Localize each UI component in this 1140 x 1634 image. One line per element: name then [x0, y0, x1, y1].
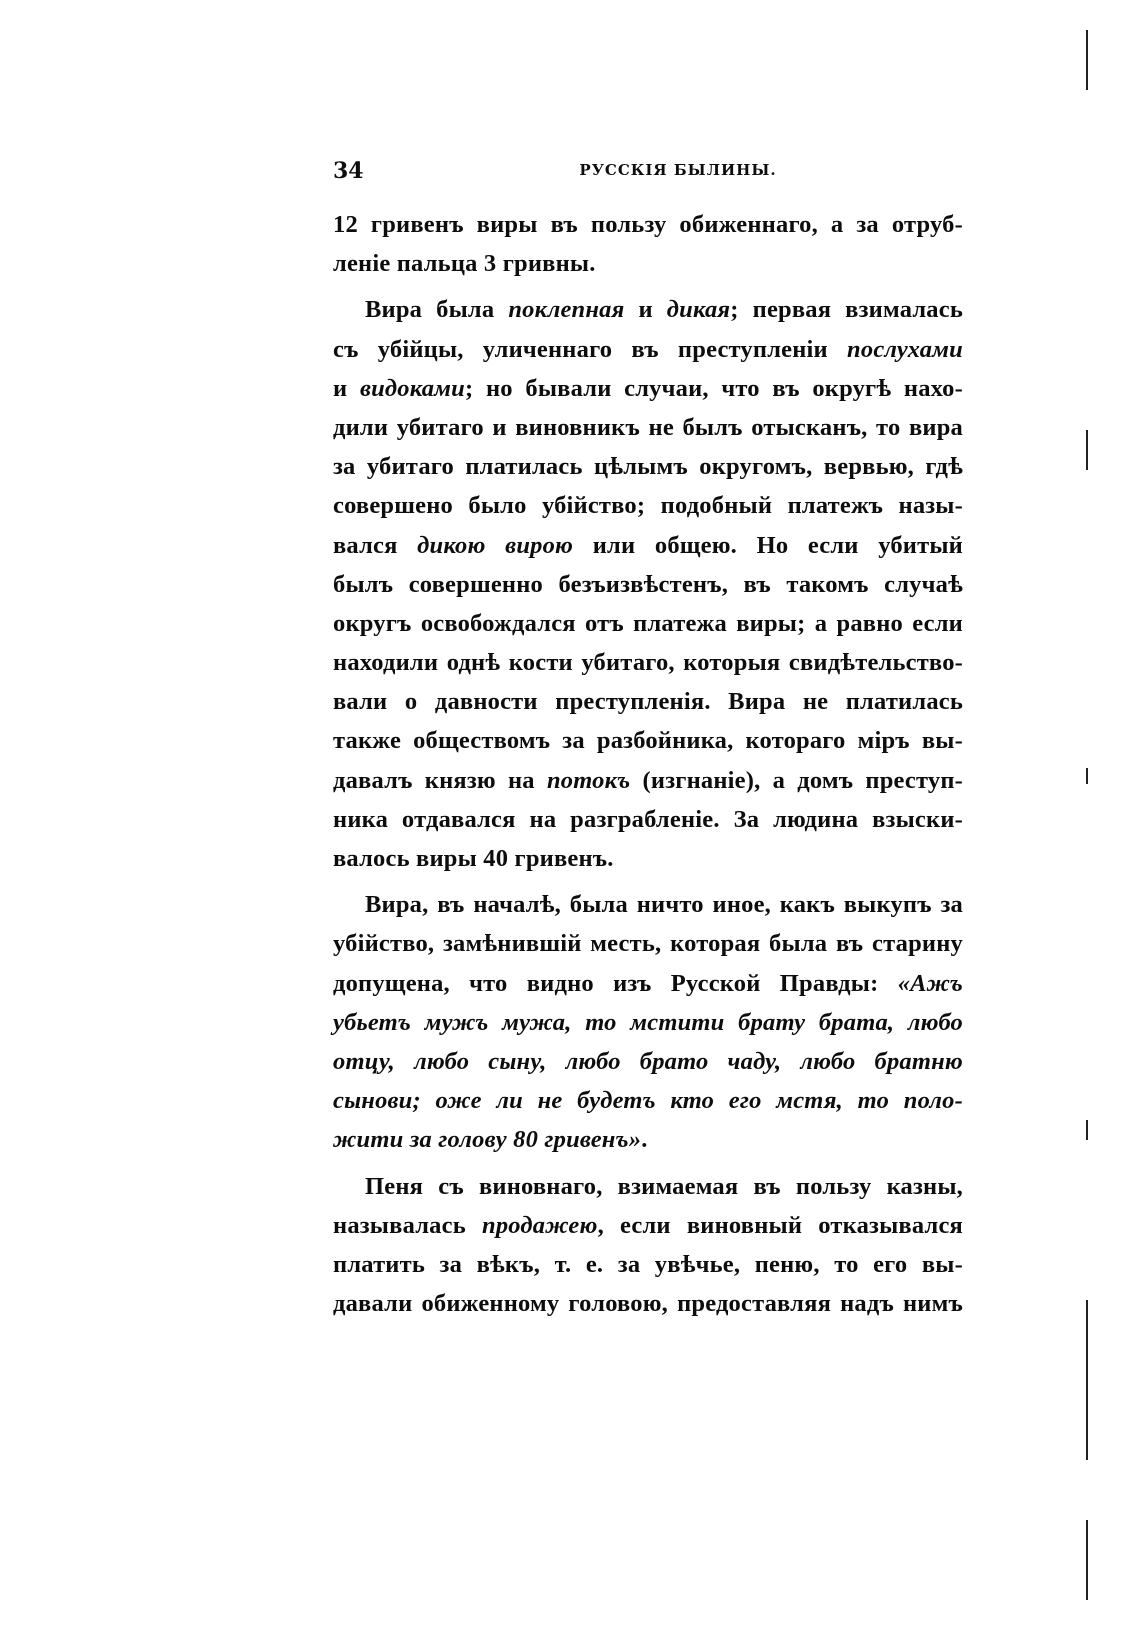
text-line: [333, 1167, 963, 1206]
text-run: или общею. Но если убитый: [573, 531, 963, 559]
paragraph-gap: [333, 1160, 963, 1167]
text-run: давали обиженному головою, предоставляя надъ нимъ: [333, 1290, 963, 1318]
italic-term: послухами: [847, 335, 963, 363]
text-line: [333, 839, 963, 878]
page-header: [333, 158, 963, 188]
text-run: ; но бывали случаи, что въ округѣ нахо-: [465, 374, 963, 402]
italic-term: убьетъ мужъ мужа, то мстити брату брата, любо: [333, 1008, 963, 1036]
text-run: Вира была: [365, 296, 509, 324]
text-run: Пеня съ виновнаго, взимаемая въ пользу казны,: [365, 1172, 963, 1200]
text-line: [333, 205, 963, 244]
text-line: [333, 761, 963, 800]
text-run: допущена, что видно изъ Русской Правды:: [333, 969, 898, 997]
scan-edge-mark: [1086, 430, 1088, 470]
text-line: [333, 604, 963, 643]
text-run: 12 гривенъ виры въ пользу обиженнаго, а за отруб-: [333, 211, 963, 238]
text-line: [333, 1081, 963, 1120]
text-run: также обществомъ за разбойника, котораго міръ вы-: [333, 727, 963, 755]
text-line: [333, 885, 963, 924]
text-line: [333, 290, 963, 329]
text-line: [333, 964, 963, 1003]
text-line: [333, 1206, 963, 1245]
page-number: 34: [333, 158, 364, 184]
italic-term: «Ажъ: [897, 969, 963, 997]
italic-term: дикою вирою: [417, 531, 574, 559]
text-run: убійство, замѣнившій месть, которая была въ старину: [333, 930, 963, 958]
text-line: [333, 244, 963, 283]
text-run: вался: [333, 531, 418, 559]
text-line: [333, 924, 963, 963]
text-line: [333, 721, 963, 760]
text-run: совершено было убійство; подобный платежъ назы-: [333, 492, 963, 520]
italic-term: сынови; оже ли не будетъ кто его мстя, то поло-: [333, 1087, 963, 1115]
text-run: и: [624, 296, 667, 324]
text-line: [333, 447, 963, 486]
text-run: (изгнаніе), а домъ преступ-: [630, 766, 963, 794]
scan-edge-mark: [1086, 1300, 1088, 1460]
body-text: [333, 205, 963, 1323]
italic-term: продажею: [482, 1211, 598, 1239]
italic-term: отцу, любо сыну, любо брато чаду, любо братню: [333, 1047, 963, 1075]
text-run: ника отдавался на разграбленіе. За людина взыски-: [333, 805, 963, 833]
paragraph-gap: [333, 878, 963, 885]
text-run: .: [641, 1126, 648, 1154]
text-run: дили убитаго и виновникъ не былъ отысканъ, то вира: [333, 413, 963, 441]
italic-term: видоками: [359, 374, 465, 402]
italic-term: потокъ: [546, 766, 631, 794]
text-line: [333, 682, 963, 721]
text-run: Вира, въ началѣ, была ничто иное, какъ выкупъ за: [365, 891, 963, 919]
text-run: съ убійцы, уличеннаго въ преступленіи: [333, 335, 848, 363]
text-run: , если виновный отказывался: [597, 1211, 963, 1239]
text-run: и: [333, 374, 360, 402]
text-run: ; первая взималась: [730, 296, 963, 324]
italic-term: жити за голову 80 гривенъ»: [333, 1126, 642, 1154]
text-line: [333, 643, 963, 682]
scan-edge-mark: [1086, 1520, 1088, 1600]
text-run: леніе пальца 3 гривны.: [333, 250, 596, 278]
text-run: вали о давности преступленія. Вира не платилась: [333, 688, 963, 716]
text-run: давалъ князю на: [333, 766, 547, 794]
text-run: валось виры 40 гривенъ.: [333, 845, 614, 872]
text-line: [333, 1042, 963, 1081]
text-run: платить за вѣкъ, т. е. за увѣчье, пеню, то его вы-: [333, 1250, 963, 1278]
text-run: находили однѣ кости убитаго, которыя свидѣтельство-: [333, 649, 963, 677]
scan-edge-mark: [1086, 1120, 1088, 1140]
text-line: [333, 1120, 963, 1159]
text-run: называлась: [333, 1211, 482, 1239]
text-line: [333, 330, 963, 369]
text-line: [333, 486, 963, 525]
text-run: за убитаго платилась цѣлымъ округомъ, вервью, гдѣ: [333, 453, 963, 481]
text-line: [333, 369, 963, 408]
scan-edge-mark: [1086, 768, 1088, 784]
paragraph-gap: [333, 283, 963, 290]
italic-term: поклепная: [508, 296, 625, 324]
text-line: [333, 408, 963, 447]
text-line: [333, 800, 963, 839]
text-line: [333, 1245, 963, 1284]
text-run: былъ совершенно безъизвѣстенъ, въ такомъ случаѣ: [333, 570, 963, 598]
text-line: [333, 1003, 963, 1042]
text-line: [333, 565, 963, 604]
text-line: [333, 1284, 963, 1323]
scan-edge-mark: [1086, 30, 1088, 90]
running-title: РУССКІЯ БЫЛИНЫ.: [579, 161, 777, 179]
text-line: [333, 526, 963, 565]
text-run: округъ освобождался отъ платежа виры; а равно если: [333, 609, 963, 637]
italic-term: дикая: [666, 296, 731, 324]
